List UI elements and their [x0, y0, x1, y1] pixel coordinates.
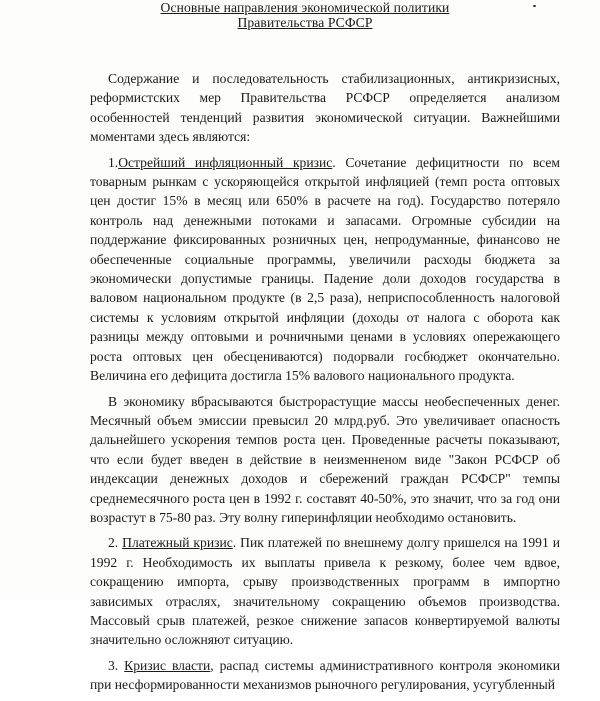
money-paragraph: В экономику вбрасываются быстрорастущие массы необеспеченных денег. Месячный объем эмиссии превысил 20 млрд.руб. Это увеличивает опасность дальнейшего ускорения темпов роста цен. Проведенные расчеты показывают, что если будет введен в действие в неизменненом виде "Закон РСФСР об индексации денежных доходов и сбережений граждан РСФСР" темпы среднемесячного роста цен в 1992 г. составят 40-50%, это значит, что за год они возрастут в 75-80 раз. Эту волну гиперинфляции необходимо остановить.: [90, 393, 560, 525]
title-line-2: Правительства РСФСР: [237, 15, 373, 30]
section-1-text: . Сочетание дефицитности по всем товарным рынкам с ускоряющейся открытой инфляцией (темп роста оптовых цен достиг 15% в месяц или 650% в расчете на год). Государство потеряло контроль над денежными потоками и запасами. Огромные субсидии на поддержание фиксированных розничных цен, непродуманные, финансово не обеспеченные социальные программы, увеличили расходы бюджета за экономически допустимые границы. Падение доли доходов государства в валовом национальном продукте (в 2,5 раза), неприспособленность налоговой системы к условиям открытой инфляции (доходы от налога с оборота как разницы между оптовыми и рочничными ценами в условиях опережающего роста оптовых цен обесцениваются) подорвали госбюджет окончательно. Величина его дефицита достигла 15% валового национального продукта.: [90, 154, 560, 384]
section-2-heading: Платежный кризис: [122, 535, 233, 551]
section-2-number: 2.: [108, 535, 119, 551]
section-1-heading: Острейший инфляционный кризис: [118, 154, 333, 170]
section-3-heading: Кризис власти: [124, 657, 211, 673]
section-3-number: 3.: [108, 657, 119, 673]
section-1-paragraph: [90, 153, 560, 386]
intro-paragraph: Содержание и последовательность стабилизационных, антикризисных, реформистских мер Правительства РСФСР определяется анализом особенностей тенденций развития экономической ситуации. Важнейшими моментами здесь являются:: [90, 71, 560, 145]
section-1-number: 1.: [108, 154, 119, 170]
section-3-text: , распад системы административного контроля экономики при несформированности механизмов рыночного регулирования, усугубленный: [90, 657, 560, 693]
document-body: [90, 69, 560, 701]
section-2-paragraph: [90, 533, 560, 649]
scan-speck: [533, 5, 536, 7]
document-title: [150, 0, 460, 30]
title-line-1: Основные направления экономической политики: [160, 0, 450, 15]
section-3-paragraph: [90, 656, 560, 695]
section-2-text: . Пик платежей по внешнему долгу пришелся на 1991 и 1992 г. Необходимость их выплаты привела к резкому, более чем вдвое, сокращению импорта, срыву производственных программ в импортно зависимых отраслях, значительному сокращению объемов производства. Массовый срыв платежей, резкое снижение запасов конвертируемой валюты значительно осложняют ситуацию.: [90, 535, 560, 648]
